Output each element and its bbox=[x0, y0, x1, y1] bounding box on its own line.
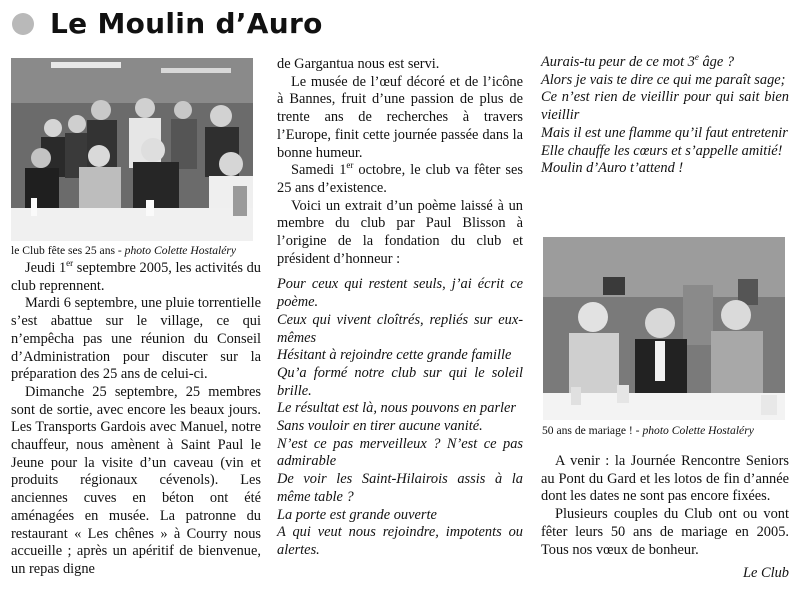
poem-line: Pour ceux qui restent seuls, j’ai écrit ce poème. bbox=[277, 276, 523, 311]
circle-bullet-icon bbox=[12, 13, 34, 35]
poem-line: A qui veut nous rejoindre, impotents ou alertes. bbox=[277, 524, 523, 558]
poem-line: Moulin d’Auro t’attend ! bbox=[541, 160, 684, 177]
paragraph: de Gargantua nous est servi. bbox=[277, 56, 440, 72]
poem-line: Hésitant à rejoindre cette grande famille bbox=[277, 347, 512, 364]
poem-line: Alors je vais te dire ce qui me paraît sage; bbox=[541, 71, 786, 88]
photo-caption-left bbox=[11, 244, 236, 258]
paragraph: Samedi 1er octobre, le club va fêter ses 25 ans d’existence. bbox=[277, 160, 523, 196]
poem-line: Ceux qui vivent cloîtrés, repliés sur eux-mêmes bbox=[277, 311, 523, 346]
article-column-1 bbox=[11, 260, 261, 579]
paragraph: Plusieurs couples du Club ont ou vont fêter leurs 50 ans de mariage en 2005. Tous nos vœux de bonheur. bbox=[541, 506, 789, 558]
poem-line: Sans vouloir en tirer aucune vanité. bbox=[277, 418, 483, 435]
signature: Le Club bbox=[743, 565, 789, 582]
paragraph: Dimanche 25 septembre, 25 membres sont de sortie, avec encore les beaux jours. Les Transports Gardois avec Manuel, notre chauffeur, nous amènent à Saint Paul le Jeune pour la visite d’un caveau (vin et produits régionaux cévenols). Les anciennes cuves en béton ont été aménagées en musée. La patronne du restaurant « Les chênes » à Courry nous accueille ; après un apéritif de bienvenue, un repas digne bbox=[11, 383, 261, 577]
club-anniversary-photo bbox=[11, 58, 253, 241]
poem-line: Qu’a formé notre club sur qui le soleil brille. bbox=[277, 364, 523, 399]
wedding-anniversary-photo bbox=[543, 237, 785, 420]
poem-line: Ce n’est rien de vieillir pour qui sait bien vieillir bbox=[541, 89, 789, 124]
article-header bbox=[10, 4, 790, 44]
poem-line: Le résultat est là, nous pouvons en parler bbox=[277, 400, 517, 417]
photo-caption-right bbox=[542, 424, 754, 438]
caption-text: le Club fête ses 25 ans bbox=[11, 244, 115, 257]
article-column-3 bbox=[541, 54, 789, 178]
page-title: Le Moulin d’Auro bbox=[50, 7, 323, 40]
article-column-3-bottom bbox=[541, 453, 789, 583]
poem-line: N’est ce pas merveilleux ? N’est ce pas admirable bbox=[277, 435, 523, 470]
poem-line: Aurais-tu peur de ce mot 3e âge ? bbox=[541, 52, 735, 70]
caption-text: 50 ans de mariage ! bbox=[542, 424, 633, 437]
paragraph: Voici un extrait d’un poème laissé à un membre du club par Paul Blisson à l’origine de la fondation du club et président d’honneur : bbox=[277, 197, 523, 267]
photo-credit: - photo Colette Hostaléry bbox=[115, 244, 237, 257]
paragraph: Mardi 6 septembre, une pluie torrentielle s’est abattue sur le village, ce qui n’empêcha pas une réunion du Conseil d’Administration pour discuter sur la préparation des 25 ans de celui-ci. bbox=[11, 295, 261, 383]
paragraph: Jeudi 1er septembre 2005, les activités du club reprennent. bbox=[11, 258, 262, 294]
poem-line: La porte est grande ouverte bbox=[277, 506, 437, 523]
paragraph: Le musée de l’œuf décoré et de l’icône à Bannes, fruit d’une passion de plus de trente ans de recherches à travers l’Europe, finit cette journée passée dans la bonne humeur. bbox=[277, 73, 523, 161]
article-column-2 bbox=[277, 56, 523, 560]
poem-line: Mais il est une flamme qu’il faut entretenir bbox=[541, 124, 788, 141]
photo-credit: - photo Colette Hostaléry bbox=[632, 424, 754, 437]
poem-line: De voir les Saint-Hilairois assis à la même table ? bbox=[277, 471, 523, 505]
paragraph: A venir : la Journée Rencontre Seniors au Pont du Gard et les lotos de fin d’année dont les dates ne sont pas encore fixées. bbox=[541, 453, 789, 505]
poem-line: Elle chauffe les cœurs et s’appelle amitié! bbox=[541, 142, 783, 159]
